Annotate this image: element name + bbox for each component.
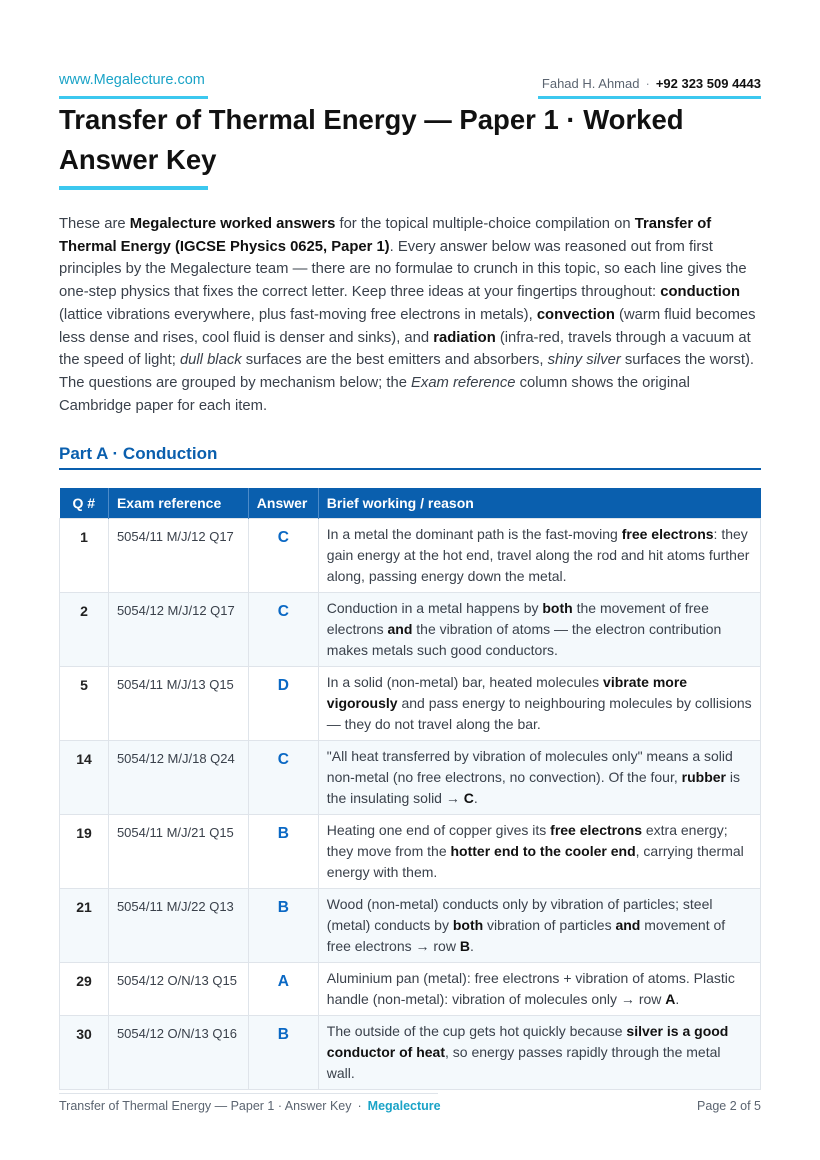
author-contact bbox=[542, 76, 761, 91]
table-row bbox=[60, 1015, 761, 1089]
answer-letter: D bbox=[248, 666, 318, 740]
question-number: 30 bbox=[60, 1015, 109, 1089]
intro-text: (lattice vibrations everywhere, plus fast-moving free electrons in metals), bbox=[59, 306, 537, 323]
page-title: Transfer of Thermal Energy — Paper 1 · Worked Answer Key bbox=[59, 104, 684, 175]
reason-text: and pass energy to neighbouring molecules by collisions — they do not travel along the bar. bbox=[326, 694, 752, 732]
table-row bbox=[60, 888, 761, 962]
reason-bold: both bbox=[452, 916, 484, 933]
reason-text: , so energy passes rapidly through the metal wall. bbox=[326, 1043, 721, 1081]
reason-bold: and bbox=[615, 916, 641, 933]
phone-number: +92 323 509 4443 bbox=[655, 76, 761, 91]
intro-bold: conduction bbox=[660, 284, 740, 301]
exam-reference: 5054/12 M/J/18 Q24 bbox=[108, 740, 248, 814]
reason-bold: A bbox=[665, 990, 676, 1007]
answer-letter: C bbox=[248, 740, 318, 814]
reason-text: The outside of the cup gets hot quickly because bbox=[326, 1022, 627, 1039]
reason-text: vibration of particles bbox=[483, 916, 616, 933]
intro-text: (warm fluid becomes less dense and rises, cool fluid is denser and sinks), and bbox=[59, 306, 756, 346]
reason-cell bbox=[318, 888, 760, 962]
reason-bold: B bbox=[459, 937, 470, 954]
intro-paragraph bbox=[59, 213, 764, 417]
intro-bold: Megalecture worked answers bbox=[129, 216, 336, 232]
exam-reference: 5054/11 M/J/13 Q15 bbox=[108, 666, 248, 740]
intro-text: column shows the original Cambridge paper for each item. bbox=[59, 374, 690, 414]
reason-cell bbox=[318, 1015, 760, 1089]
reason-bold: and bbox=[387, 620, 413, 637]
answer-table bbox=[59, 488, 761, 1090]
reason-cell bbox=[318, 666, 760, 740]
question-number: 19 bbox=[60, 814, 109, 888]
intro-italic: dull black bbox=[179, 352, 242, 369]
table-row bbox=[60, 518, 761, 592]
intro-bold: convection bbox=[536, 306, 615, 323]
table-header-row bbox=[60, 488, 761, 518]
exam-reference: 5054/11 M/J/22 Q13 bbox=[108, 888, 248, 962]
reason-bold: rubber bbox=[681, 768, 726, 785]
title-underline bbox=[59, 186, 208, 190]
reason-text: . bbox=[675, 990, 680, 1007]
reason-text: extra energy; they move from the bbox=[326, 821, 728, 859]
exam-reference: 5054/12 M/J/12 Q17 bbox=[108, 592, 248, 666]
site-link[interactable]: www.Megalecture.com bbox=[59, 72, 205, 88]
intro-text: surfaces the worst). The questions are grouped by mechanism below; the bbox=[59, 352, 754, 391]
reason-text: the vibration of atoms — the electron contribution makes metals such good conductors. bbox=[326, 620, 722, 658]
intro-bold: Transfer of Thermal Energy (IGCSE Physics 0625, Paper 1) bbox=[59, 216, 712, 255]
column-header-reason: Brief working / reason bbox=[318, 488, 760, 518]
author-name: Fahad H. Ahmad bbox=[541, 76, 640, 91]
question-number: 1 bbox=[60, 518, 109, 592]
reason-cell bbox=[318, 592, 760, 666]
table-row bbox=[60, 666, 761, 740]
reason-text: "All heat transferred by vibration of molecules only" means a solid non-metal (no free electrons, no convection). Of the four, bbox=[326, 747, 733, 785]
column-header-answer: Answer bbox=[248, 488, 318, 518]
reason-text: Aluminium pan (metal): free electrons + vibration of atoms. Plastic handle (non-metal): vibration of molecules only → row bbox=[326, 969, 735, 1007]
section-heading-conduction: Part A · Conduction bbox=[59, 444, 218, 463]
reason-text: Wood (non-metal) conducts only by vibration of particles; steel (metal) conducts by bbox=[326, 895, 713, 933]
answer-letter: B bbox=[248, 814, 318, 888]
reason-cell bbox=[318, 962, 760, 1015]
exam-reference: 5054/11 M/J/12 Q17 bbox=[108, 518, 248, 592]
reason-bold: hotter end to the cooler end bbox=[450, 842, 636, 859]
exam-reference: 5054/12 O/N/13 Q16 bbox=[108, 1015, 248, 1089]
author-underline bbox=[538, 96, 761, 99]
intro-text: (infra-red, travels through a vacuum at the speed of light; bbox=[59, 329, 751, 369]
site-link-underline bbox=[59, 96, 208, 99]
reason-bold: silver is a good conductor of heat bbox=[326, 1022, 729, 1060]
intro-bold: radiation bbox=[433, 329, 496, 346]
reason-text: In a metal the dominant path is the fast-moving bbox=[326, 525, 622, 542]
table-row bbox=[60, 740, 761, 814]
reason-cell bbox=[318, 518, 760, 592]
reason-bold: free electrons bbox=[550, 821, 642, 838]
reason-text: , carrying thermal energy with them. bbox=[326, 842, 744, 880]
intro-italic: shiny silver bbox=[547, 352, 621, 369]
answer-letter: B bbox=[248, 1015, 318, 1089]
answer-letter: A bbox=[248, 962, 318, 1015]
question-number: 14 bbox=[60, 740, 109, 814]
reason-text: Heating one end of copper gives its bbox=[326, 821, 551, 838]
reason-text: . bbox=[473, 789, 478, 806]
reason-bold: both bbox=[542, 599, 573, 616]
answer-letter: C bbox=[248, 518, 318, 592]
answer-letter: C bbox=[248, 592, 318, 666]
reason-bold: vibrate more vigorously bbox=[326, 673, 688, 711]
reason-text: In a solid (non-metal) bar, heated molecules bbox=[326, 673, 604, 690]
column-header-question: Q # bbox=[60, 488, 109, 518]
page-number: Page 2 of 5 bbox=[697, 1099, 761, 1113]
question-number: 21 bbox=[60, 888, 109, 962]
intro-italic: Exam reference bbox=[411, 374, 516, 391]
reason-cell bbox=[318, 740, 760, 814]
footer-doc-title: Transfer of Thermal Energy — Paper 1 · Answer Key bbox=[59, 1099, 352, 1113]
reason-cell bbox=[318, 814, 760, 888]
question-number: 29 bbox=[60, 962, 109, 1015]
reason-text: is the insulating solid → bbox=[326, 768, 740, 806]
author-separator: · bbox=[645, 76, 650, 91]
reason-text: . bbox=[469, 937, 474, 954]
intro-text: These are bbox=[59, 216, 130, 232]
footer-separator: · bbox=[357, 1099, 362, 1113]
footer-rule bbox=[59, 1093, 438, 1094]
reason-text: movement of free electrons → row bbox=[326, 916, 726, 954]
question-number: 5 bbox=[60, 666, 109, 740]
question-number: 2 bbox=[60, 592, 109, 666]
reason-text: Conduction in a metal happens by bbox=[326, 599, 543, 616]
intro-text: surfaces are the best emitters and absorbers, bbox=[241, 352, 548, 369]
reason-bold: C bbox=[463, 789, 474, 806]
table-row bbox=[60, 814, 761, 888]
answer-letter: B bbox=[248, 888, 318, 962]
exam-reference: 5054/11 M/J/21 Q15 bbox=[108, 814, 248, 888]
reason-text: the movement of free electrons bbox=[326, 599, 709, 637]
table-row bbox=[60, 592, 761, 666]
section-rule bbox=[59, 468, 761, 470]
reason-bold: free electrons bbox=[621, 525, 714, 542]
exam-reference: 5054/12 O/N/13 Q15 bbox=[108, 962, 248, 1015]
column-header-exam-reference: Exam reference bbox=[108, 488, 248, 518]
reason-text: : they gain energy at the hot end, travel along the rod and hit atoms further along, passing energy down the metal. bbox=[326, 525, 750, 584]
footer-brand: Megalecture bbox=[367, 1099, 441, 1113]
intro-text: for the topical multiple-choice compilation on bbox=[335, 216, 635, 232]
table-row bbox=[60, 962, 761, 1015]
intro-text: . Every answer below was reasoned out from first principles by the Megalecture team — there are no formulae to crunch in this topic, so each line gives the one-step physics that fixes the correct letter. Keep three ideas at your fingertips throughout: bbox=[59, 238, 747, 301]
footer-document-label bbox=[59, 1099, 441, 1113]
